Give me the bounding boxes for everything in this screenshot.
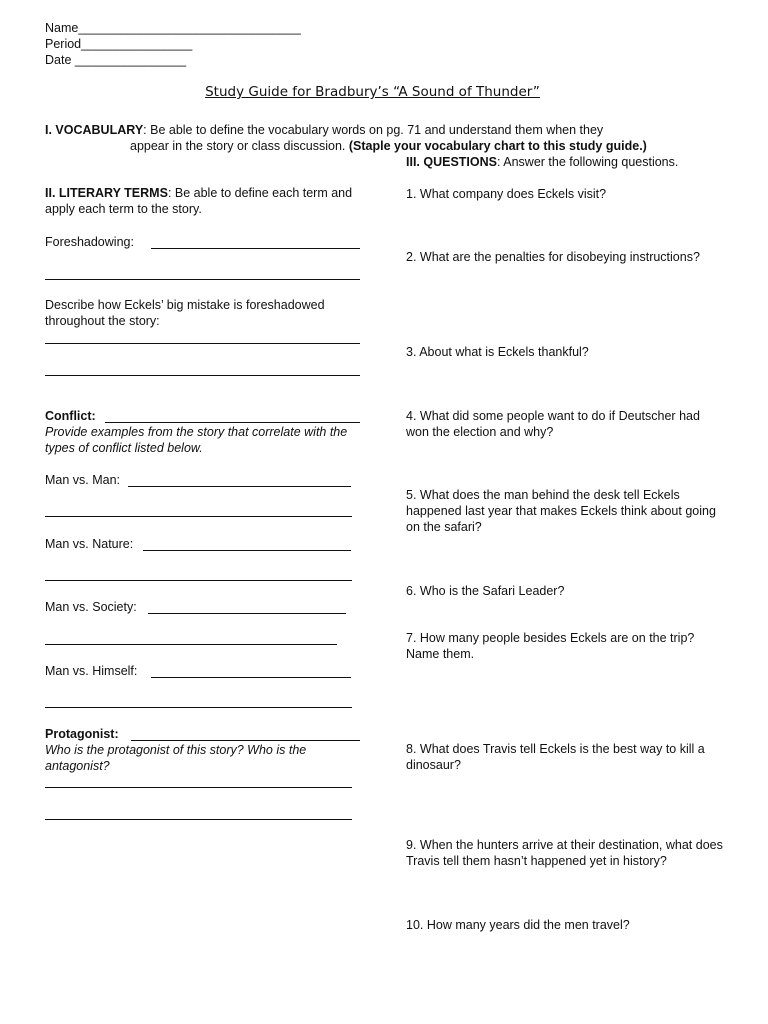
date-field[interactable]: Date ________________: [45, 53, 187, 67]
questions-heading: III. QUESTIONS: [406, 155, 497, 169]
question-5: 5. What does the man behind the desk tell Eckels happened last year that makes Eckels think about going on the safari?: [406, 488, 716, 534]
question-10: 10. How many years did the men travel?: [406, 918, 630, 932]
literary-terms-text: : Be able to define each term and apply each term to the story.: [45, 186, 353, 216]
question-3: 3. About what is Eckels thankful?: [406, 345, 589, 359]
answer-line[interactable]: [45, 516, 352, 517]
conflict-answer-line[interactable]: [151, 677, 351, 678]
question-7: 7. How many people besides Eckels are on the trip? Name them.: [406, 631, 695, 661]
conflict-answer-line[interactable]: [143, 550, 351, 551]
vocabulary-line-2: [130, 138, 647, 154]
protagonist-prompt: Who is the protagonist of this story? Who is the antagonist?: [45, 743, 307, 773]
vocabulary-line-1: [45, 122, 603, 138]
literary-terms-intro: [45, 185, 365, 217]
questions-header: [406, 154, 678, 170]
foreshadowing-answer-line[interactable]: [151, 248, 360, 249]
question-1: 1. What company does Eckels visit?: [406, 187, 607, 201]
question-6: 6. Who is the Safari Leader?: [406, 584, 565, 598]
conflict-prompt: Provide examples from the story that correlate with the types of conflict listed below.: [45, 425, 348, 455]
question-4: 4. What did some people want to do if Deutscher had won the election and why?: [406, 409, 700, 439]
period-field[interactable]: Period________________: [45, 37, 193, 51]
answer-line[interactable]: [45, 707, 352, 708]
foreshadowing-prompt: Describe how Eckels’ big mistake is foreshadowed throughout the story:: [45, 298, 325, 328]
answer-line[interactable]: [45, 580, 352, 581]
conflict-answer-line[interactable]: [148, 613, 346, 614]
conflict-label: Conflict:: [45, 409, 96, 423]
foreshadowing-label: Foreshadowing:: [45, 235, 134, 249]
answer-line[interactable]: [45, 787, 352, 788]
answer-line[interactable]: [45, 375, 360, 376]
protagonist-answer-line[interactable]: [131, 740, 360, 741]
vocabulary-text-1: : Be able to define the vocabulary words on pg. 71 and understand them when they: [143, 123, 604, 137]
page-title: Study Guide for Bradbury’s “A Sound of Thunder”: [205, 84, 540, 100]
conflict-man-vs-nature: Man vs. Nature:: [45, 537, 134, 551]
question-2: 2. What are the penalties for disobeying instructions?: [406, 250, 700, 264]
question-9: 9. When the hunters arrive at their destination, what does Travis tell them hasn’t happened yet in history?: [406, 838, 723, 868]
conflict-answer-line[interactable]: [105, 422, 360, 423]
answer-line[interactable]: [45, 343, 360, 344]
question-8: 8. What does Travis tell Eckels is the best way to kill a dinosaur?: [406, 742, 705, 772]
conflict-man-vs-man: Man vs. Man:: [45, 473, 121, 487]
answer-line[interactable]: [45, 819, 352, 820]
conflict-man-vs-himself: Man vs. Himself:: [45, 664, 138, 678]
answer-line[interactable]: [45, 279, 360, 280]
vocabulary-text-2: appear in the story or class discussion.: [130, 139, 349, 153]
questions-intro: : Answer the following questions.: [497, 155, 679, 169]
conflict-man-vs-society: Man vs. Society:: [45, 600, 137, 614]
conflict-answer-line[interactable]: [128, 486, 351, 487]
answer-line[interactable]: [45, 644, 337, 645]
vocabulary-heading: I. VOCABULARY: [45, 123, 144, 137]
literary-terms-heading: II. LITERARY TERMS: [45, 186, 168, 200]
name-field[interactable]: Name________________________________: [45, 21, 301, 35]
vocabulary-note: (Staple your vocabulary chart to this study guide.): [348, 139, 647, 153]
protagonist-label: Protagonist:: [45, 727, 119, 741]
